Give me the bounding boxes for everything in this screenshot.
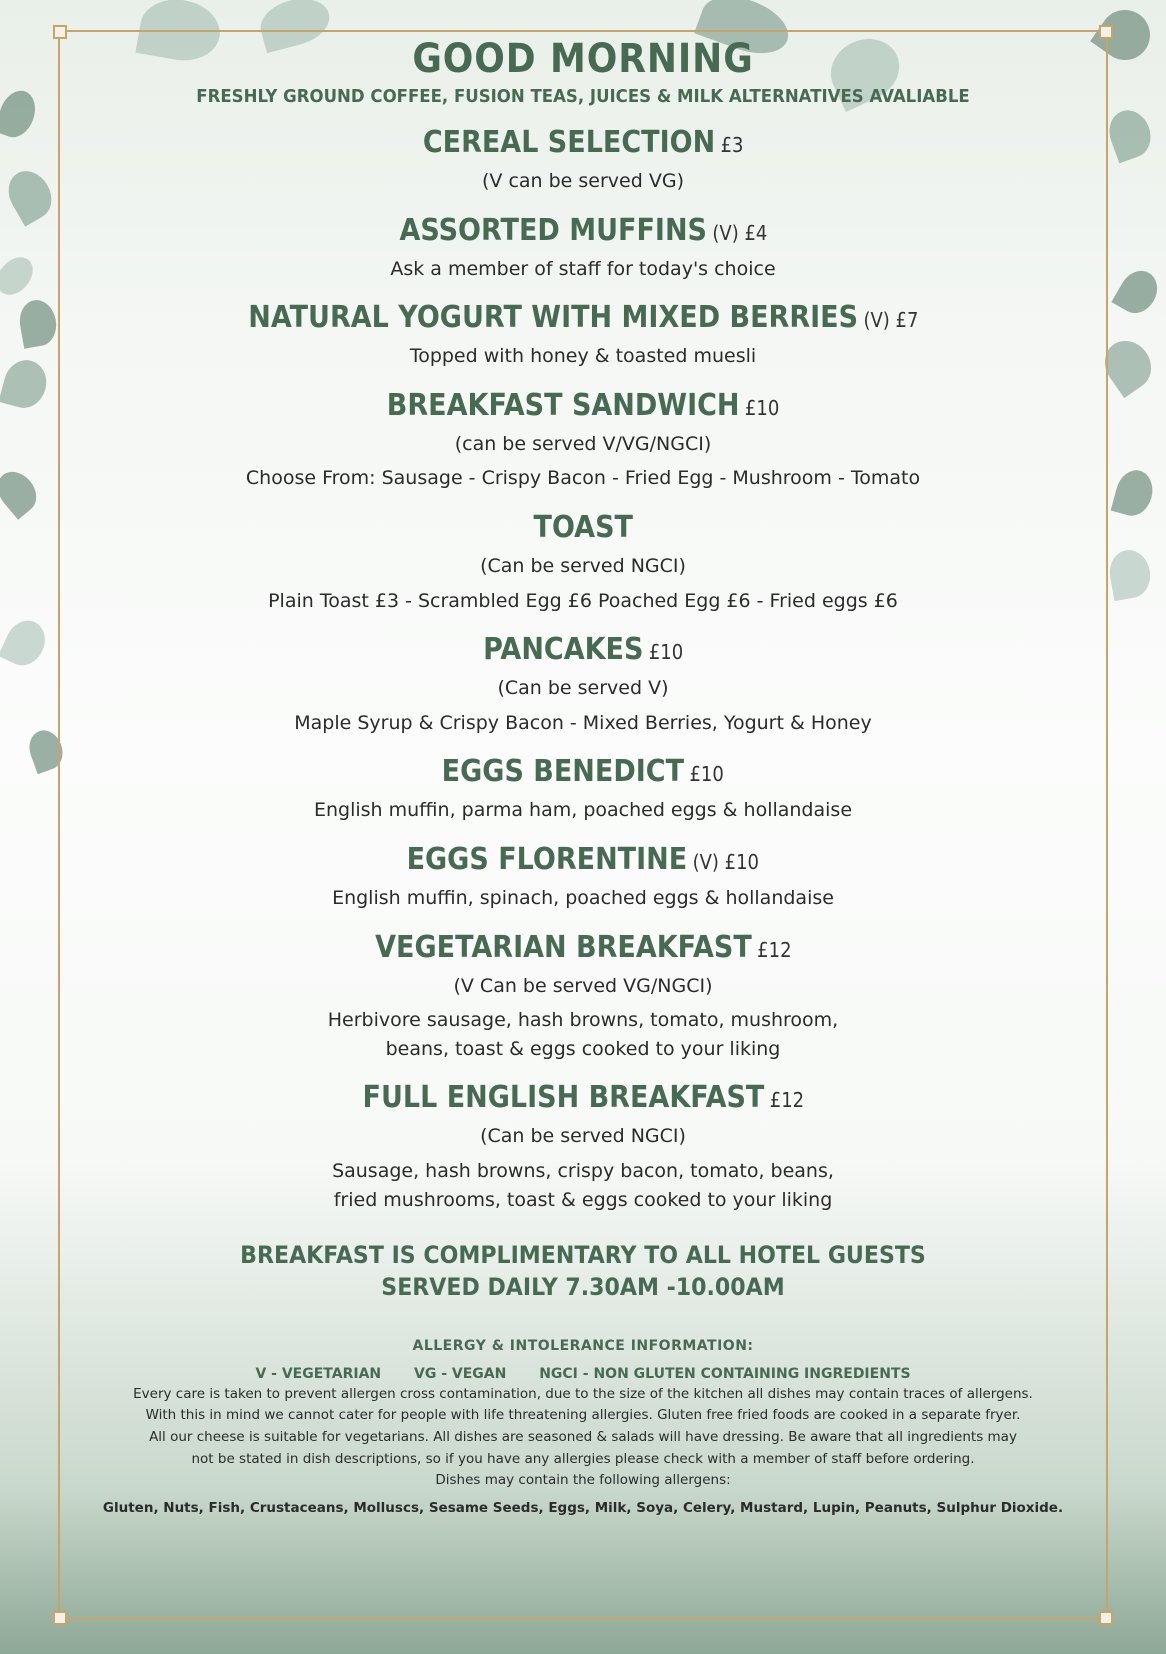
allergy-key: VG - VEGAN (414, 1365, 507, 1382)
menu-item-price: £10 (648, 640, 684, 665)
allergen-list: Gluten, Nuts, Fish, Crustaceans, Molluscs, Sesame Seeds, Eggs, Milk, Soya, Celery, Mustard, Lupin, Peanuts, Sulphur Dioxide. (102, 1499, 1064, 1516)
menu-item-description: Topped with honey & toasted muesli (409, 345, 757, 368)
menu-item-name (248, 300, 918, 335)
menu-item-description: Choose From: Sausage - Crispy Bacon - Fried Egg - Mushroom - Tomato (245, 467, 921, 490)
menu-item-price: (V) £7 (863, 308, 919, 333)
menu-item-name (407, 842, 759, 877)
allergy-title: ALLERGY & INTOLERANCE INFORMATION: (412, 1337, 754, 1354)
allergy-line: Dishes may contain the following allergens: (435, 1472, 731, 1489)
menu-item-description: English muffin, parma ham, poached eggs & hollandaise (313, 799, 853, 822)
menu-item (58, 930, 1108, 1063)
menu-item-description: Sausage, hash browns, crispy bacon, tomato, beans, (332, 1159, 834, 1182)
allergy-keys (58, 1366, 1108, 1382)
menu-item-name (375, 930, 791, 965)
menu-item-description: (V Can be served VG/NGCI) (453, 974, 713, 997)
allergy-text (58, 1384, 1108, 1492)
menu-item (58, 510, 1108, 614)
menu-item-price: £3 (720, 133, 744, 157)
menu-item-description: fried mushrooms, toast & eggs cooked to your liking (333, 1188, 833, 1211)
allergy-line: With this in mind we cannot cater for people with life threatening allergies. Gluten free fried foods are cooked in a separate fryer. (145, 1407, 1021, 1424)
frame-corner (53, 1611, 67, 1625)
menu-item-price: (V) £4 (711, 220, 767, 245)
menu-item-description: (Can be served V) (497, 677, 669, 700)
menu-items (58, 125, 1108, 1213)
menu-item-description: Plain Toast £3 - Scrambled Egg £6 Poached Egg £6 - Fried eggs £6 (268, 589, 898, 612)
allergy-key: V - VEGETARIAN (255, 1365, 382, 1382)
menu-item-price: £10 (744, 395, 780, 420)
menu-item-title: FULL ENGLISH BREAKFAST (362, 1080, 765, 1116)
menu-item-price: £10 (689, 762, 725, 787)
menu-item-title: EGGS BENEDICT (441, 754, 685, 790)
allergy-line: All our cheese is suitable for vegetarians. All dishes are seasoned & salads will have dressing. Be aware that all ingredients may (149, 1429, 1017, 1446)
complimentary-line: BREAKFAST IS COMPLIMENTARY TO ALL HOTEL GUESTS (240, 1241, 926, 1270)
menu-item-name (483, 632, 683, 667)
menu-item-price: £12 (756, 937, 792, 962)
menu-item-title: EGGS FLORENTINE (406, 841, 688, 877)
allergy-line: Every care is taken to prevent allergen cross contamination, due to the size of the kitchen all dishes may contain traces of allergens. (133, 1385, 1033, 1402)
menu-item (58, 842, 1108, 912)
page-title: GOOD MORNING (412, 36, 754, 82)
menu-item-description: (Can be served NGCI) (480, 554, 686, 577)
serving-hours: SERVED DAILY 7.30AM -10.00AM (381, 1273, 785, 1302)
menu-item (58, 388, 1108, 492)
menu-item-description: Herbivore sausage, hash browns, tomato, mushroom, (327, 1009, 839, 1032)
menu-item-title: ASSORTED MUFFINS (399, 212, 707, 248)
menu-content (58, 30, 1108, 1516)
menu-item-name (423, 125, 744, 160)
allergy-key: NGCI - NON GLUTEN CONTAINING INGREDIENTS (539, 1365, 911, 1382)
menu-item (58, 632, 1108, 736)
page-subtitle: FRESHLY GROUND COFFEE, FUSION TEAS, JUICES & MILK ALTERNATIVES AVALIABLE (196, 86, 970, 107)
menu-item-title: TOAST (533, 509, 633, 545)
menu-item-name (533, 510, 632, 545)
menu-item-title: NATURAL YOGURT WITH MIXED BERRIES (247, 300, 858, 336)
menu-item-description: Maple Syrup & Crispy Bacon - Mixed Berries, Yogurt & Honey (294, 711, 872, 734)
complimentary-notice (100, 1239, 1066, 1304)
menu-item-title: PANCAKES (482, 632, 644, 668)
menu-item-title: CEREAL SELECTION (422, 125, 716, 160)
menu-item-price: (V) £10 (692, 849, 760, 874)
menu-item (58, 300, 1108, 370)
allergy-line: not be stated in dish descriptions, so if you have any allergies please check with a member of staff before ordering. (191, 1450, 975, 1467)
menu-item-name (399, 213, 767, 248)
menu-item (58, 1080, 1108, 1213)
menu-item-description: (Can be served NGCI) (480, 1125, 686, 1148)
menu-item-name (442, 754, 724, 789)
menu-item (58, 125, 1108, 195)
menu-item-description: English muffin, spinach, poached eggs & hollandaise (332, 886, 834, 909)
menu-item-description: Ask a member of staff for today's choice (390, 257, 776, 280)
menu-item (58, 213, 1108, 283)
menu-item-price: £12 (769, 1088, 804, 1113)
menu-item-title: BREAKFAST SANDWICH (386, 387, 740, 423)
menu-item-name (387, 388, 779, 423)
menu-item (58, 754, 1108, 824)
menu-item-description: (V can be served VG) (482, 170, 684, 192)
menu-item-description: (can be served V/VG/NGCI) (454, 432, 712, 455)
menu-item-description: beans, toast & eggs cooked to your liking (385, 1037, 781, 1060)
menu-item-title: VEGETARIAN BREAKFAST (374, 929, 752, 965)
frame-corner (1099, 1611, 1113, 1625)
menu-item-name (362, 1080, 804, 1115)
